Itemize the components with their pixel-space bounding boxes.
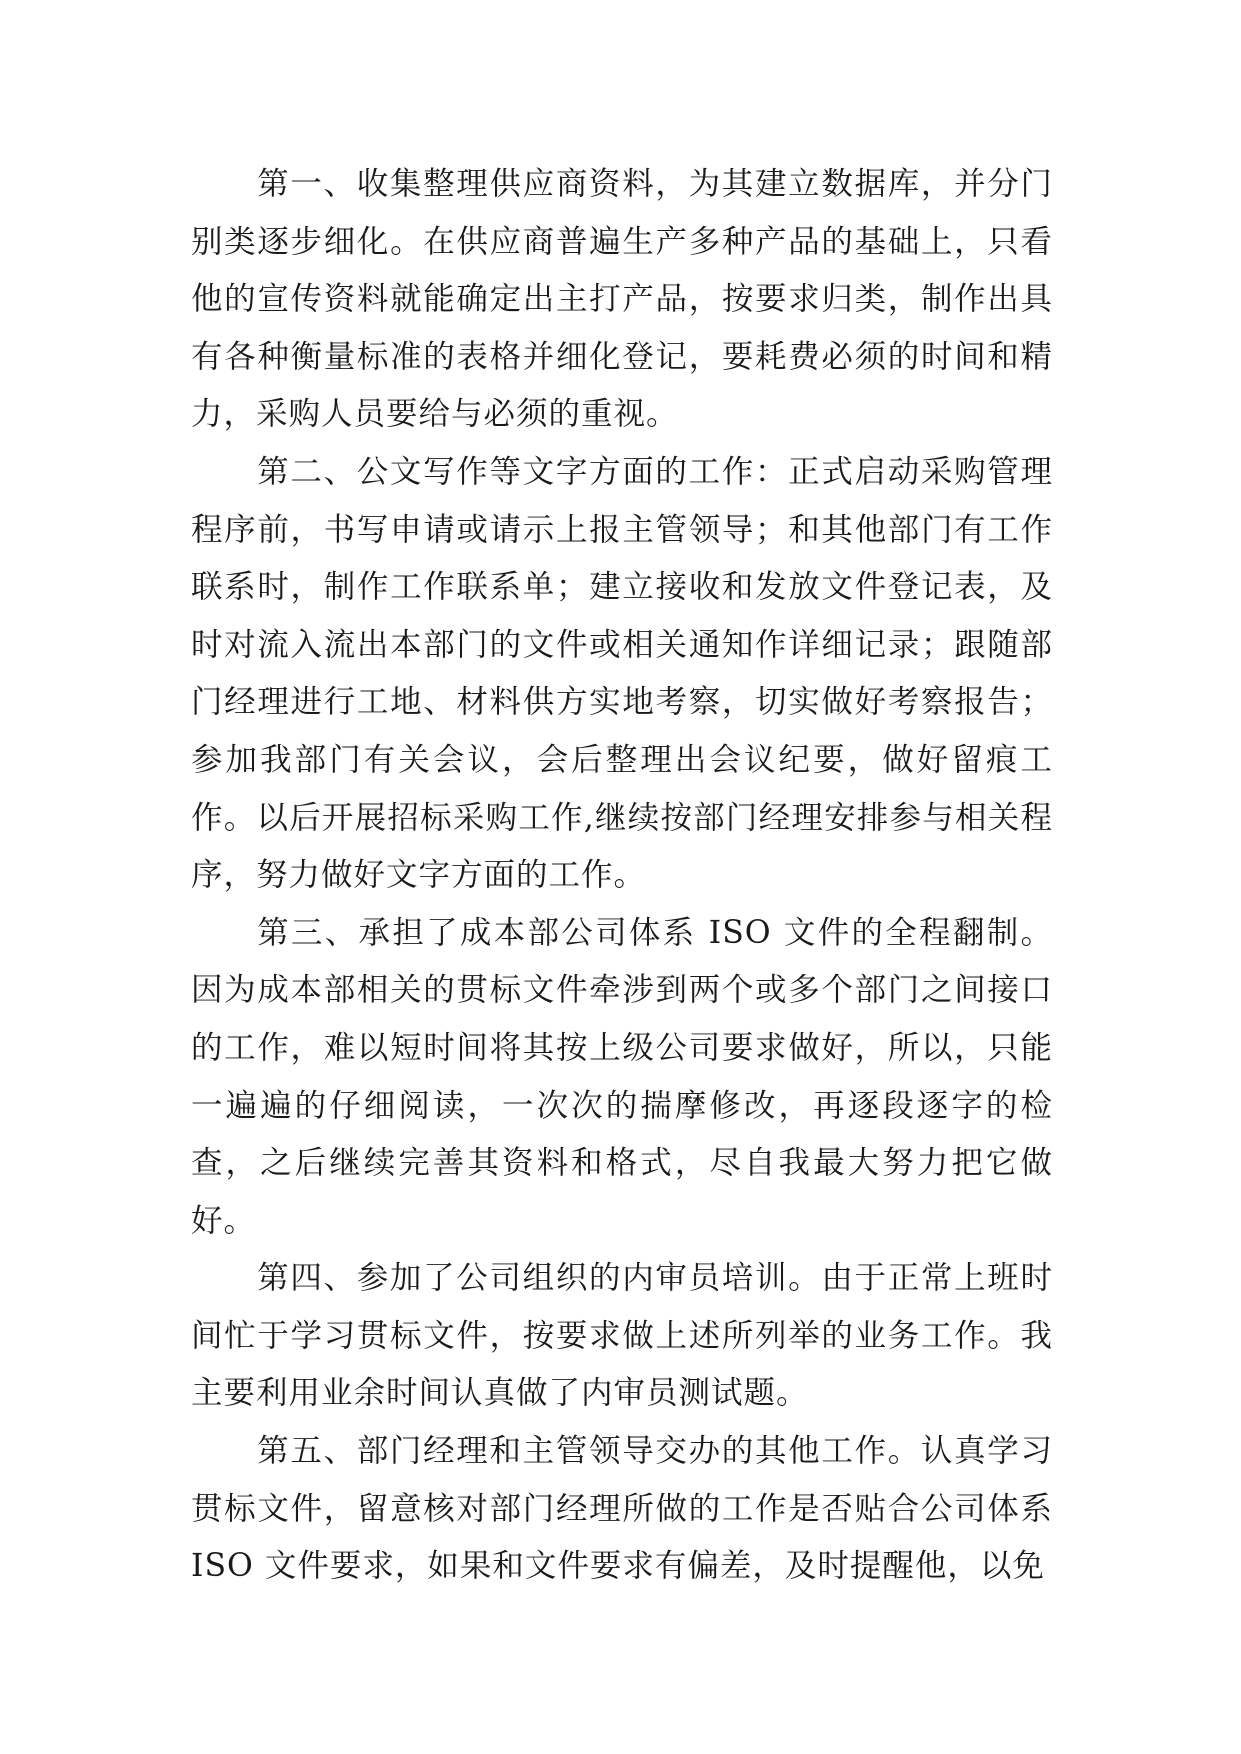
- paragraph-4: 第四、参加了公司组织的内审员培训。由于正常上班时间忙于学习贯标文件，按要求做上述所列举的业务工作。我主要利用业余时间认真做了内审员测试题。: [191, 1260, 1053, 1412]
- paragraph-2: 第二、公文写作等文字方面的工作：正式启动采购管理程序前，书写申请或请示上报主管领导；和其他部门有工作联系时，制作工作联系单；建立接收和发放文件登记表，及时对流入流出本部门的文件或相关通知作详细记录；跟随部门经理进行工地、材料供方实地考察，切实做好考察报告；参加我部门有关会议，会后整理出会议纪要，做好留痕工作。以后开展招标采购工作,继续按部门经理安排参与相关程序，努力做好文字方面的工作。: [191, 453, 1053, 894]
- paragraph-3: 第三、承担了成本部公司体系 ISO 文件的全程翻制。因为成本部相关的贯标文件牵涉到两个或多个部门之间接口的工作，难以短时间将其按上级公司要求做好，所以，只能一遍遍的仔细阅读，一次次的揣摩修改，再逐段逐字的检查，之后继续完善其资料和格式，尽自我最大努力把它做好。: [191, 914, 1053, 1239]
- document-body: [191, 156, 1053, 1596]
- paragraph-5: 第五、部门经理和主管领导交办的其他工作。认真学习贯标文件，留意核对部门经理所做的工作是否贴合公司体系 ISO 文件要求，如果和文件要求有偏差，及时提醒他，以免: [191, 1433, 1053, 1585]
- paragraph-1: 第一、收集整理供应商资料，为其建立数据库，并分门别类逐步细化。在供应商普遍生产多种产品的基础上，只看他的宣传资料就能确定出主打产品，按要求归类，制作出具有各种衡量标准的表格并细化登记，要耗费必须的时间和精力，采购人员要给与必须的重视。: [191, 166, 1053, 433]
